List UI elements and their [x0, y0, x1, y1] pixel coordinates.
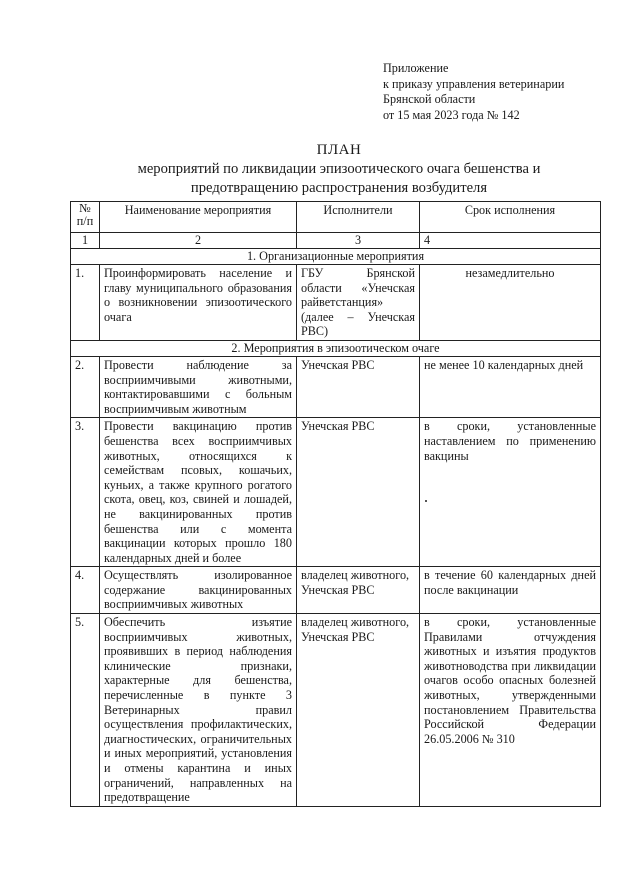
- row-number: 2.: [71, 356, 100, 417]
- row-term: не менее 10 календарных дней: [420, 356, 601, 417]
- row-number: 1.: [71, 265, 100, 341]
- row-executors: Унечская РВС: [297, 418, 420, 567]
- row-measure: Проинформировать население и главу муниципального образования о возникновении эпизоотического очага: [100, 265, 297, 341]
- title-main: ПЛАН: [316, 142, 362, 158]
- section-title: 1. Организационные мероприятия: [71, 249, 601, 265]
- appendix-line: от 15 мая 2023 года № 142: [383, 107, 520, 122]
- title-subtitle-line: предотвращению распространения возбудителя: [190, 180, 488, 196]
- appendix-note: [383, 61, 564, 123]
- section-row: [71, 340, 601, 356]
- section-row: [71, 249, 601, 265]
- header-num-line: п/п: [76, 214, 94, 228]
- header-name: Наименование мероприятия: [100, 202, 297, 233]
- row-number: 5.: [71, 614, 100, 807]
- index-cell: 1: [71, 233, 100, 249]
- row-measure: Обеспечить изъятие восприимчивых животных, проявивших в период наблюдения клинические признаки, характерные для бешенства, перечисленные в пункте 3 Ветеринарных правил осуществления профилактических, диагностических, ограничительных и иных мероприятий, установления и отмены карантина и иных ограничений, направленных на предотвращение: [100, 614, 297, 807]
- index-cell: 4: [420, 233, 601, 249]
- row-number: 4.: [71, 567, 100, 614]
- document-title: [0, 140, 640, 198]
- row-term: в сроки, установленные Правилами отчуждения животных и изъятия продуктов животноводства при ликвидации очагов особо опасных болезней животных, утвержденными постановлением Правительства Российской Федерации 26.05.2006 № 310: [420, 614, 601, 807]
- appendix-line: к приказу управления ветеринарии: [383, 76, 565, 91]
- index-cell: 3: [297, 233, 420, 249]
- table-header-row: [71, 202, 601, 233]
- row-term: незамедлительно: [420, 265, 601, 341]
- table-row: [71, 265, 601, 341]
- row-executors: владелец животного, Унечская РВС: [297, 567, 420, 614]
- scan-speck: [425, 500, 427, 502]
- row-executors: Унечская РВС: [297, 356, 420, 417]
- appendix-line: Брянской области: [383, 92, 476, 107]
- row-measure: Провести вакцинацию против бешенства всех восприимчивых животных, относящихся к семействам псовых, кошачьих, куньих, а также крупного рогатого скота, овец, коз, свиней и лошадей, не вакцинированных против бешенства или с момента вакцинации которых прошло 180 календарных дней и более: [100, 418, 297, 567]
- table-index-row: [71, 233, 601, 249]
- row-executors: ГБУ Брянской области «Унечская райветстанция» (далее – Унечская РВС): [297, 265, 420, 341]
- table-row: [71, 567, 601, 614]
- table-row: [71, 614, 601, 807]
- table-row: [71, 356, 601, 417]
- appendix-line: Приложение: [383, 61, 449, 75]
- title-subtitle-line: мероприятий по ликвидации эпизоотического очага бешенства и: [137, 161, 541, 177]
- row-term: в сроки, установленные наставлением по применению вакцины: [420, 418, 601, 567]
- header-num-line: №: [79, 201, 91, 215]
- header-term: Срок исполнения: [420, 202, 601, 233]
- row-executors: владелец животного, Унечская РВС: [297, 614, 420, 807]
- section-title: 2. Мероприятия в эпизоотическом очаге: [71, 340, 601, 356]
- header-num: [71, 202, 100, 233]
- table-row: [71, 418, 601, 567]
- row-measure: Провести наблюдение за восприимчивыми животными, контактировавшими с больным восприимчивым животным: [100, 356, 297, 417]
- index-cell: 2: [100, 233, 297, 249]
- plan-table: [70, 201, 601, 807]
- row-number: 3.: [71, 418, 100, 567]
- row-term: в течение 60 календарных дней после вакцинации: [420, 567, 601, 614]
- header-executors: Исполнители: [297, 202, 420, 233]
- row-measure: Осуществлять изолированное содержание вакцинированных восприимчивых животных: [100, 567, 297, 614]
